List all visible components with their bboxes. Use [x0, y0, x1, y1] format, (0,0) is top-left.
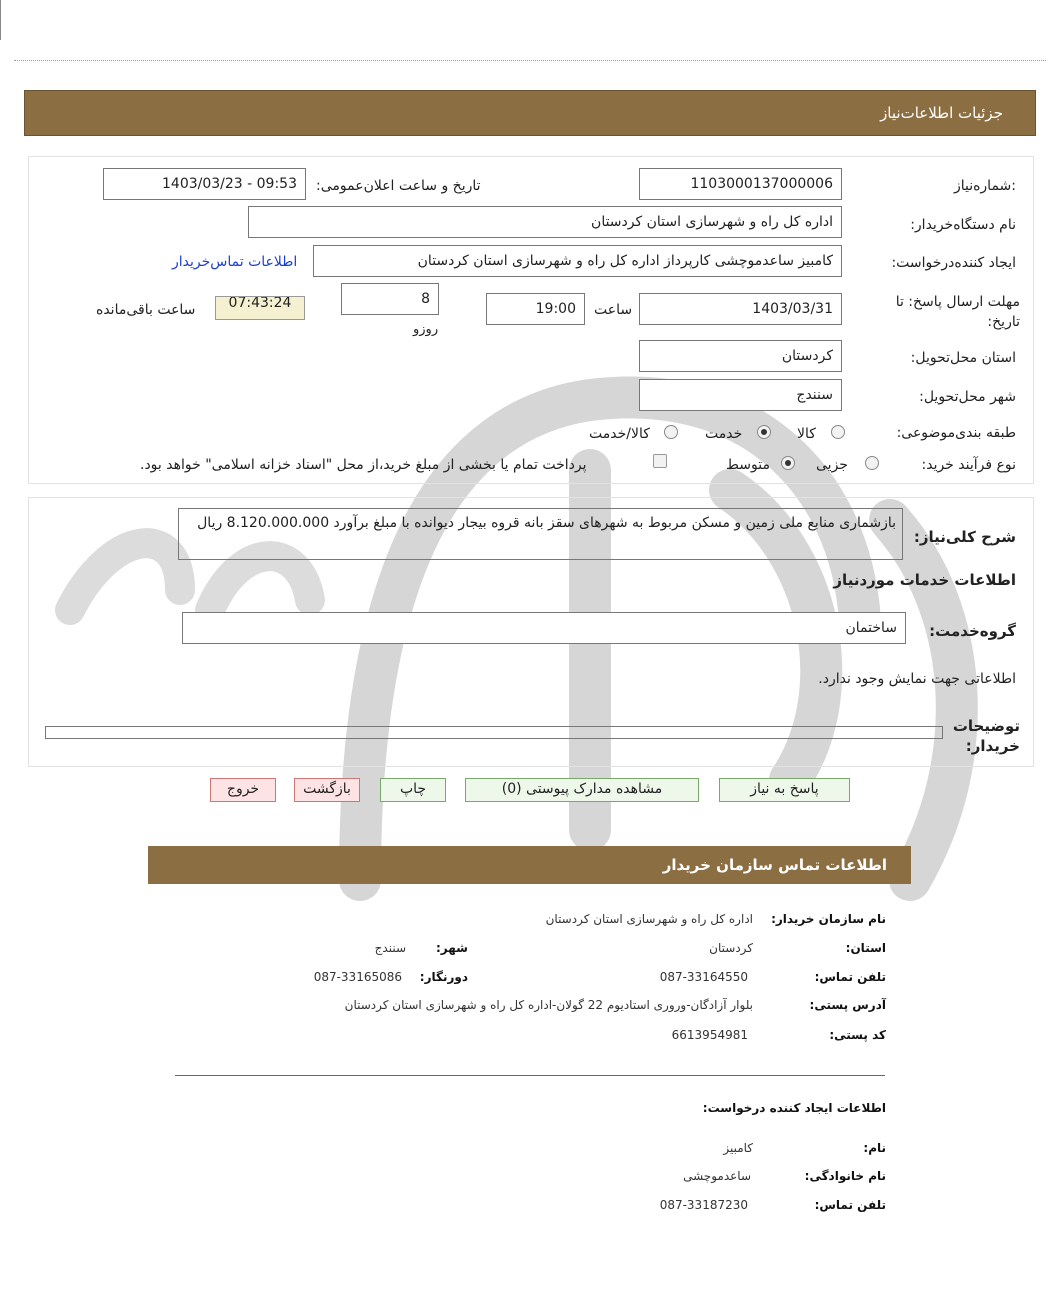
creator-info-title: اطلاعات ایجاد کننده درخواست: — [702, 1101, 886, 1115]
announce-field — [103, 168, 306, 200]
top-divider — [14, 60, 1046, 61]
deadline-label: مهلت ارسال پاسخ: تا تاریخ: — [895, 294, 1020, 330]
contact-city-label: شهر: — [436, 941, 468, 955]
contact-province-label: استان: — [845, 941, 886, 955]
buyer-org-label: نام دستگاه‌خریدار: — [910, 217, 1016, 233]
creator-label: ایجاد کننده‌درخواست: — [891, 255, 1016, 271]
buyer-notes-field — [45, 726, 943, 739]
services-title: اطلاعات خدمات موردنیاز — [833, 571, 1016, 589]
creator-family-label: نام خانوادگی: — [804, 1169, 886, 1183]
contact-phone-label: تلفن تماس: — [814, 970, 886, 984]
contact-address-label: آدرس پستی: — [809, 998, 886, 1012]
city-field: سنندج — [639, 379, 842, 411]
need-number-label: شماره‌نیاز: — [953, 178, 1016, 194]
description-text: بازشماری منابع ملی زمین و مسکن مربوط به شهرهای سقز بانه قروه بیجار دیوانده با مبلغ برآورد 8.120.000.000 ریال — [178, 508, 903, 560]
creator-field: کامبیز ساعدموچشی کارپرداز اداره کل راه و شهرسازی استان کردستان — [313, 245, 842, 277]
days-label: روزو — [413, 322, 439, 337]
creator-phone-label: تلفن تماس: — [814, 1198, 886, 1212]
category-option-goods: کالا — [797, 426, 816, 442]
category-radio-goods[interactable] — [831, 425, 845, 439]
creator-name-label: نام: — [863, 1141, 886, 1155]
category-option-goods-service: کالا/خدمت — [589, 426, 650, 442]
page-header — [24, 90, 1036, 136]
exit-button[interactable]: خروج — [210, 778, 276, 802]
service-group-label: گروه‌خدمت: — [929, 622, 1016, 640]
creator-name: کامبیز — [723, 1141, 753, 1155]
contact-fax-label: دورنگار: — [419, 970, 468, 984]
category-option-service: خدمت — [705, 426, 743, 442]
print-button[interactable]: چاپ — [380, 778, 446, 802]
contact-postal: 6613954981 — [671, 1028, 748, 1042]
contact-org: اداره کل راه و شهرسازی استان کردستان — [545, 912, 753, 926]
contact-org-label: نام سازمان خریدار: — [771, 912, 886, 926]
window-edge — [0, 0, 1, 40]
page-title: جزئیات اطلاعات‌نیاز — [880, 104, 1003, 122]
days-field: 8 — [341, 283, 439, 315]
contact-header — [148, 846, 911, 884]
contact-title: اطلاعات تماس سازمان خریدار — [662, 856, 887, 874]
remaining-timer: 07:43:24 — [215, 296, 305, 320]
announce-value: 1403/03/23 - 09:53 — [162, 176, 297, 192]
process-label: نوع فرآیند خرید: — [921, 457, 1016, 473]
buyer-contact-link[interactable]: اطلاعات تماس‌خریدار — [172, 254, 298, 270]
deadline-time-field: 19:00 — [486, 293, 585, 325]
contact-province: کردستان — [709, 941, 753, 955]
payment-note: پرداخت تمام یا بخشی از مبلغ خرید،از محل "اسناد خزانه اسلامی" خواهد بود. — [140, 457, 587, 473]
process-option-medium: متوسط — [726, 457, 770, 473]
reply-button[interactable]: پاسخ به نیاز — [719, 778, 850, 802]
announce-label: تاریخ و ساعت اعلان‌عمومی: — [316, 178, 481, 194]
creator-phone: 087-33187230 — [659, 1198, 748, 1212]
process-option-minor: جزیی — [816, 457, 848, 473]
back-button[interactable]: بازگشت — [294, 778, 360, 802]
process-radio-minor[interactable] — [865, 456, 879, 470]
description-label: شرح کلی‌نیاز: — [913, 528, 1016, 546]
buyer-notes-label: توضیحات خریدار: — [952, 717, 1020, 755]
province-field: کردستان — [639, 340, 842, 372]
treasury-checkbox[interactable] — [653, 454, 667, 468]
buyer-org-field: اداره کل راه و شهرسازی استان کردستان — [248, 206, 842, 238]
deadline-date-field: 1403/03/31 — [639, 293, 842, 325]
contact-divider — [175, 1075, 885, 1076]
deadline-time-label: ساعت — [594, 302, 633, 318]
province-label: استان محل‌تحویل: — [910, 350, 1016, 366]
creator-family: ساعدموچشی — [683, 1169, 751, 1183]
contact-address: بلوار آزادگان-وروری استادیوم 22 گولان-اداره کل راه و شهرسازی استان کردستان — [344, 998, 753, 1012]
contact-postal-label: کد پستی: — [829, 1028, 886, 1042]
view-attachments-button[interactable]: مشاهده مدارک پیوستی (0) — [465, 778, 699, 802]
need-number-field: 1103000137000006 — [639, 168, 842, 200]
process-radio-medium[interactable] — [781, 456, 795, 470]
contact-fax: 087-33165086 — [313, 970, 402, 984]
contact-city: سنندج — [374, 941, 406, 955]
contact-phone: 087-33164550 — [659, 970, 748, 984]
category-radio-service[interactable] — [757, 425, 771, 439]
city-label: شهر محل‌تحویل: — [919, 389, 1016, 405]
service-group-field: ساختمان — [182, 612, 906, 644]
category-label: طبقه بندی‌موضوعی: — [896, 425, 1016, 441]
no-info-text: اطلاعاتی جهت نمایش وجود ندارد. — [818, 671, 1016, 687]
remaining-label: ساعت باقی‌مانده — [96, 302, 196, 318]
category-radio-goods-service[interactable] — [664, 425, 678, 439]
